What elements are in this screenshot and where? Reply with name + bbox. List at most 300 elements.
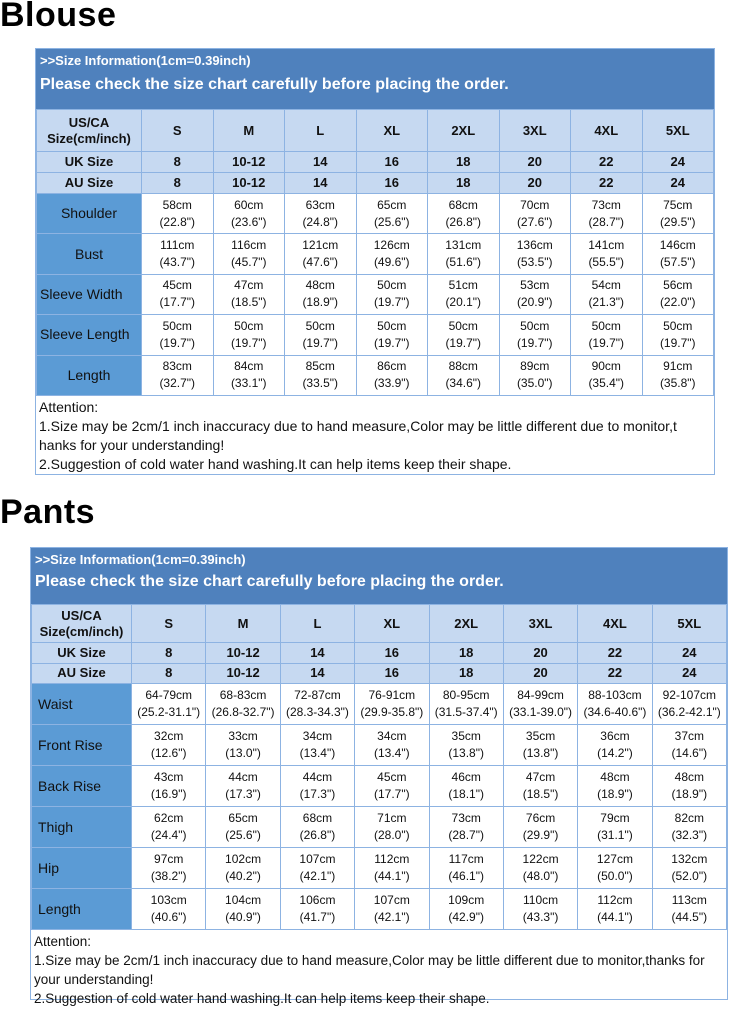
cm-value: 109cm bbox=[448, 893, 485, 907]
measurement-cell bbox=[578, 848, 652, 889]
inch-value: (50.0") bbox=[597, 869, 633, 883]
measurement-cell bbox=[571, 194, 643, 234]
inch-value: (17.7") bbox=[374, 787, 410, 801]
cm-value: 44cm bbox=[302, 770, 333, 784]
cm-value: 121cm bbox=[302, 238, 339, 253]
measurement-cell bbox=[429, 889, 503, 930]
inch-value: (12.6") bbox=[150, 746, 187, 760]
measurement-cell bbox=[355, 807, 429, 848]
inch-value: (20.9") bbox=[516, 295, 553, 310]
au-size-row bbox=[32, 663, 727, 684]
measurement-row bbox=[37, 274, 714, 314]
inch-value: (16.9") bbox=[150, 787, 187, 801]
cm-value: 72-87cm bbox=[294, 688, 341, 702]
measurement-cell bbox=[571, 355, 643, 395]
inch-value: (25.6") bbox=[225, 828, 261, 842]
cm-value: 50cm bbox=[162, 318, 192, 333]
measurement-cell bbox=[429, 848, 503, 889]
cm-value: 60cm bbox=[234, 197, 264, 212]
attention-line: your understanding! bbox=[34, 972, 154, 987]
size-cell: XL bbox=[356, 110, 428, 152]
attention-line: 2.Suggestion of cold water hand washing.It can help items keep their shape. bbox=[39, 455, 512, 472]
cm-value: 48cm bbox=[600, 770, 630, 784]
measurement-cell bbox=[213, 234, 285, 274]
size-cell: 4XL bbox=[578, 605, 652, 643]
measurement-cell bbox=[355, 889, 429, 930]
inch-value: (28.7") bbox=[448, 828, 484, 842]
measurement-cell bbox=[280, 766, 354, 807]
measurement-label: Back Rise bbox=[32, 766, 132, 807]
measurement-cell bbox=[132, 684, 206, 725]
cm-value: 46cm bbox=[451, 770, 481, 784]
inch-value: (14.2") bbox=[597, 746, 633, 760]
inch-value: (33.1") bbox=[230, 376, 267, 391]
size-header-row bbox=[32, 605, 727, 643]
cm-value: 116cm bbox=[231, 238, 267, 253]
cm-value: 50cm bbox=[377, 278, 407, 293]
measurement-cell bbox=[285, 274, 357, 314]
inch-value: (13.4") bbox=[299, 746, 336, 760]
measurement-cell bbox=[578, 889, 652, 930]
measurement-cell bbox=[206, 889, 280, 930]
cm-value: 73cm bbox=[591, 197, 621, 212]
inch-value: (14.6") bbox=[671, 746, 708, 760]
measurement-row bbox=[32, 889, 727, 930]
attention-line: hanks for your understanding! bbox=[39, 436, 225, 453]
size-cell: 14 bbox=[280, 643, 354, 664]
measurement-cell bbox=[285, 355, 357, 395]
size-cell: XL bbox=[355, 605, 429, 643]
measurement-label: Sleeve Length bbox=[37, 315, 142, 355]
inch-value: (35.8") bbox=[659, 376, 696, 391]
measurement-label: Hip bbox=[32, 848, 132, 889]
inch-value: (29.9") bbox=[522, 828, 559, 842]
measurement-row bbox=[37, 355, 714, 395]
inch-value: (43.7") bbox=[159, 255, 196, 270]
inch-value: (38.2") bbox=[150, 869, 187, 883]
uk-size-row bbox=[32, 643, 727, 664]
inch-value: (24.8") bbox=[302, 214, 339, 229]
row-label: AU Size bbox=[32, 663, 132, 684]
cm-value: 103cm bbox=[150, 893, 187, 907]
measurement-cell bbox=[132, 889, 206, 930]
size-cell: 20 bbox=[503, 663, 577, 684]
measurement-cell bbox=[206, 766, 280, 807]
cm-value: 56cm bbox=[663, 278, 693, 293]
measurement-cell bbox=[206, 807, 280, 848]
pants-title: Pants bbox=[0, 493, 96, 531]
inch-value: (27.6") bbox=[516, 214, 553, 229]
inch-value: (21.3") bbox=[588, 295, 625, 310]
measurement-cell bbox=[280, 684, 354, 725]
size-cell: 22 bbox=[571, 173, 643, 194]
blouse-title: Blouse bbox=[0, 0, 117, 34]
measurement-label: Front Rise bbox=[32, 725, 132, 766]
measurement-cell bbox=[356, 355, 428, 395]
inch-value: (46.1") bbox=[448, 869, 484, 883]
inch-value: (13.4") bbox=[374, 746, 410, 760]
measurement-cell bbox=[280, 848, 354, 889]
inch-value: (29.9-35.8") bbox=[360, 705, 424, 719]
cm-value: 36cm bbox=[600, 729, 630, 743]
size-cell: 14 bbox=[280, 663, 354, 684]
cm-value: 65cm bbox=[377, 197, 407, 212]
inch-value: (23.6") bbox=[230, 214, 267, 229]
cm-value: 102cm bbox=[225, 852, 262, 866]
measurement-cell bbox=[428, 355, 500, 395]
inch-value: (40.6") bbox=[150, 910, 187, 924]
measurement-cell bbox=[429, 725, 503, 766]
inch-value: (25.6") bbox=[373, 214, 410, 229]
size-cell: 24 bbox=[642, 152, 714, 173]
inch-value: (40.2") bbox=[225, 869, 261, 883]
measurement-cell bbox=[503, 725, 577, 766]
size-info-header bbox=[36, 49, 714, 109]
measurement-cell bbox=[642, 274, 714, 314]
row-label: AU Size bbox=[37, 173, 142, 194]
row-label: UK Size bbox=[32, 643, 132, 664]
size-cell: 20 bbox=[499, 173, 571, 194]
inch-value: (42.9") bbox=[448, 910, 484, 924]
inch-value: (19.7") bbox=[373, 295, 410, 310]
cm-value: 127cm bbox=[596, 852, 633, 866]
cm-value: 50cm bbox=[591, 318, 621, 333]
measurement-cell bbox=[429, 684, 503, 725]
inch-value: (18.5") bbox=[230, 295, 267, 310]
measurement-cell bbox=[355, 766, 429, 807]
cm-value: 64-79cm bbox=[145, 688, 193, 702]
measurement-row bbox=[32, 766, 727, 807]
measurement-label: Waist bbox=[32, 684, 132, 725]
cm-value: 84-99cm bbox=[517, 688, 564, 702]
inch-value: (13.0") bbox=[225, 746, 261, 760]
cm-value: 117cm bbox=[448, 852, 484, 866]
measurement-row bbox=[37, 194, 714, 234]
size-cell: 8 bbox=[132, 643, 206, 664]
size-cell: 24 bbox=[652, 643, 726, 664]
inch-value: (13.8") bbox=[448, 746, 484, 760]
inch-value: (44.5") bbox=[671, 910, 708, 924]
inch-value: (43.3") bbox=[522, 910, 559, 924]
inch-value: (36.2-42.1") bbox=[657, 705, 721, 719]
cm-value: 68cm bbox=[302, 811, 333, 825]
cm-value: 126cm bbox=[373, 238, 410, 253]
inch-value: (51.6") bbox=[445, 255, 482, 270]
measurement-cell bbox=[355, 684, 429, 725]
inch-value: (33.5") bbox=[302, 376, 339, 391]
inch-value: (47.6") bbox=[302, 255, 339, 270]
inch-value: (18.9") bbox=[597, 787, 633, 801]
cm-value: 86cm bbox=[377, 359, 407, 374]
measurement-cell bbox=[142, 194, 214, 234]
inch-value: (55.5") bbox=[588, 255, 625, 270]
cm-value: 45cm bbox=[377, 770, 407, 784]
cm-value: 37cm bbox=[674, 729, 704, 743]
measurement-cell bbox=[499, 274, 571, 314]
cm-value: 106cm bbox=[299, 893, 336, 907]
measurement-cell bbox=[429, 807, 503, 848]
cm-value: 141cm bbox=[588, 238, 625, 253]
row-label: US/CA Size(cm/inch) bbox=[32, 605, 132, 643]
measurement-cell bbox=[652, 684, 726, 725]
measurement-cell bbox=[652, 848, 726, 889]
cm-value: 32cm bbox=[154, 729, 184, 743]
inch-value: (28.0") bbox=[374, 828, 410, 842]
inch-value: (44.1") bbox=[597, 910, 633, 924]
measurement-row bbox=[32, 807, 727, 848]
cm-value: 85cm bbox=[305, 359, 335, 374]
measurement-label: Length bbox=[37, 355, 142, 395]
measurement-cell bbox=[280, 725, 354, 766]
size-cell: 8 bbox=[142, 173, 214, 194]
attention-notes bbox=[31, 930, 727, 1010]
measurement-label: Bust bbox=[37, 234, 142, 274]
cm-value: 107cm bbox=[299, 852, 336, 866]
inch-value: (41.7") bbox=[299, 910, 336, 924]
measurement-cell bbox=[356, 194, 428, 234]
measurement-cell bbox=[571, 315, 643, 355]
measurement-cell bbox=[652, 889, 726, 930]
size-notice-text: Please check the size chart carefully before placing the order. bbox=[40, 76, 509, 93]
pants-size-chart bbox=[30, 547, 728, 1006]
measurement-cell bbox=[206, 684, 280, 725]
cm-value: 50cm bbox=[663, 318, 693, 333]
inch-value: (49.6") bbox=[373, 255, 410, 270]
measurement-cell bbox=[142, 315, 214, 355]
inch-value: (19.7") bbox=[588, 335, 625, 350]
cm-value: 50cm bbox=[377, 318, 407, 333]
cm-value: 63cm bbox=[305, 197, 335, 212]
inch-value: (44.1") bbox=[374, 869, 410, 883]
blouse-size-chart bbox=[35, 48, 715, 475]
cm-value: 88-103cm bbox=[588, 688, 642, 702]
size-cell: 10-12 bbox=[206, 663, 280, 684]
cm-value: 113cm bbox=[671, 893, 707, 907]
au-size-row bbox=[37, 173, 714, 194]
inch-value: (32.3") bbox=[671, 828, 708, 842]
inch-value: (17.3") bbox=[299, 787, 336, 801]
cm-value: 80-95cm bbox=[442, 688, 490, 702]
cm-value: 48cm bbox=[674, 770, 704, 784]
inch-value: (13.8") bbox=[522, 746, 559, 760]
measurement-cell bbox=[578, 684, 652, 725]
cm-value: 131cm bbox=[445, 238, 482, 253]
measurement-cell bbox=[280, 807, 354, 848]
inch-value: (19.7") bbox=[659, 335, 696, 350]
size-cell: 2XL bbox=[428, 110, 500, 152]
measurement-cell bbox=[642, 234, 714, 274]
cm-value: 43cm bbox=[154, 770, 184, 784]
size-cell: 18 bbox=[429, 643, 503, 664]
attention-notes bbox=[36, 396, 714, 476]
inch-value: (19.7") bbox=[516, 335, 553, 350]
size-info-text: >>Size Information(1cm=0.39inch) bbox=[40, 53, 251, 68]
inch-value: (28.7") bbox=[588, 214, 625, 229]
measurement-cell bbox=[356, 274, 428, 314]
measurement-cell bbox=[428, 315, 500, 355]
inch-value: (17.7") bbox=[159, 295, 196, 310]
size-cell: 14 bbox=[285, 152, 357, 173]
measurement-cell bbox=[652, 766, 726, 807]
row-label: UK Size bbox=[37, 152, 142, 173]
cm-value: 58cm bbox=[162, 197, 192, 212]
inch-value: (35.4") bbox=[588, 376, 625, 391]
measurement-cell bbox=[578, 807, 652, 848]
cm-value: 76cm bbox=[525, 811, 556, 825]
inch-value: (20.1") bbox=[445, 295, 482, 310]
size-cell: 22 bbox=[578, 663, 652, 684]
cm-value: 110cm bbox=[522, 893, 559, 907]
size-cell: 24 bbox=[642, 173, 714, 194]
cm-value: 112cm bbox=[597, 893, 633, 907]
cm-value: 35cm bbox=[525, 729, 556, 743]
size-cell: 5XL bbox=[652, 605, 726, 643]
inch-value: (18.5") bbox=[522, 787, 559, 801]
measurement-cell bbox=[428, 234, 500, 274]
inch-value: (22.0") bbox=[659, 295, 696, 310]
measurement-cell bbox=[213, 355, 285, 395]
inch-value: (17.3") bbox=[225, 787, 261, 801]
measurement-cell bbox=[142, 274, 214, 314]
row-label: US/CA Size(cm/inch) bbox=[37, 110, 142, 152]
size-cell: 22 bbox=[571, 152, 643, 173]
measurement-cell bbox=[142, 234, 214, 274]
measurement-cell bbox=[213, 315, 285, 355]
measurement-row bbox=[37, 315, 714, 355]
cm-value: 112cm bbox=[374, 852, 410, 866]
size-cell: 18 bbox=[428, 173, 500, 194]
cm-value: 136cm bbox=[516, 238, 553, 253]
inch-value: (26.8") bbox=[299, 828, 336, 842]
inch-value: (35.0") bbox=[516, 376, 553, 391]
measurement-cell bbox=[132, 766, 206, 807]
measurement-cell bbox=[652, 725, 726, 766]
attention-line: Attention: bbox=[34, 934, 92, 949]
cm-value: 51cm bbox=[448, 278, 478, 293]
inch-value: (26.8-32.7") bbox=[211, 705, 275, 719]
size-cell: 8 bbox=[132, 663, 206, 684]
size-cell: 20 bbox=[503, 643, 577, 664]
measurement-cell bbox=[642, 194, 714, 234]
size-table bbox=[36, 109, 714, 396]
size-cell: 18 bbox=[428, 152, 500, 173]
inch-value: (18.9") bbox=[302, 295, 339, 310]
uk-size-row bbox=[37, 152, 714, 173]
measurement-cell bbox=[356, 234, 428, 274]
cm-value: 47cm bbox=[525, 770, 556, 784]
measurement-cell bbox=[578, 725, 652, 766]
cm-value: 75cm bbox=[663, 197, 693, 212]
cm-value: 91cm bbox=[663, 359, 693, 374]
cm-value: 34cm bbox=[302, 729, 333, 743]
size-cell: 14 bbox=[285, 173, 357, 194]
inch-value: (25.2-31.1") bbox=[137, 705, 201, 719]
cm-value: 88cm bbox=[448, 359, 478, 374]
cm-value: 90cm bbox=[591, 359, 621, 374]
cm-value: 107cm bbox=[373, 893, 410, 907]
cm-value: 62cm bbox=[154, 811, 184, 825]
measurement-label: Shoulder bbox=[37, 194, 142, 234]
cm-value: 68-83cm bbox=[219, 688, 267, 702]
measurement-cell bbox=[280, 889, 354, 930]
size-cell: 16 bbox=[355, 643, 429, 664]
attention-line: 2.Suggestion of cold water hand washing.It can help items keep their shape. bbox=[34, 991, 490, 1006]
measurement-label: Length bbox=[32, 889, 132, 930]
size-cell: 22 bbox=[578, 643, 652, 664]
cm-value: 68cm bbox=[448, 197, 478, 212]
inch-value: (42.1") bbox=[299, 869, 336, 883]
measurement-cell bbox=[132, 848, 206, 889]
attention-line: Attention: bbox=[39, 398, 99, 415]
cm-value: 53cm bbox=[520, 278, 550, 293]
size-cell: 3XL bbox=[499, 110, 571, 152]
inch-value: (32.7") bbox=[159, 376, 196, 391]
measurement-row bbox=[32, 725, 727, 766]
cm-value: 50cm bbox=[234, 318, 264, 333]
measurement-row bbox=[37, 234, 714, 274]
cm-value: 84cm bbox=[234, 359, 264, 374]
inch-value: (22.8") bbox=[159, 214, 196, 229]
inch-value: (26.8") bbox=[445, 214, 482, 229]
size-header-row bbox=[37, 110, 714, 152]
size-cell: 10-12 bbox=[213, 173, 285, 194]
cm-value: 65cm bbox=[228, 811, 258, 825]
cm-value: 83cm bbox=[162, 359, 192, 374]
inch-value: (57.5") bbox=[659, 255, 696, 270]
measurement-cell bbox=[503, 807, 577, 848]
measurement-cell bbox=[285, 234, 357, 274]
measurement-cell bbox=[285, 194, 357, 234]
inch-value: (19.7") bbox=[159, 335, 196, 350]
size-cell: 10-12 bbox=[206, 643, 280, 664]
measurement-cell bbox=[571, 234, 643, 274]
measurement-cell bbox=[571, 274, 643, 314]
measurement-cell bbox=[642, 315, 714, 355]
cm-value: 82cm bbox=[674, 811, 704, 825]
measurement-cell bbox=[355, 848, 429, 889]
attention-line: 1.Size may be 2cm/1 inch inaccuracy due to hand measure,Color may be little different due to monitor,t bbox=[39, 417, 677, 434]
size-cell: 4XL bbox=[571, 110, 643, 152]
measurement-cell bbox=[499, 234, 571, 274]
size-cell: 2XL bbox=[429, 605, 503, 643]
measurement-label: Thigh bbox=[32, 807, 132, 848]
measurement-cell bbox=[642, 355, 714, 395]
inch-value: (18.9") bbox=[671, 787, 708, 801]
cm-value: 97cm bbox=[154, 852, 184, 866]
size-cell: 16 bbox=[356, 152, 428, 173]
cm-value: 79cm bbox=[600, 811, 630, 825]
size-info-header bbox=[31, 548, 727, 604]
cm-value: 104cm bbox=[225, 893, 262, 907]
inch-value: (34.6-40.6") bbox=[583, 705, 647, 719]
measurement-cell bbox=[503, 766, 577, 807]
measurement-cell bbox=[652, 807, 726, 848]
size-cell: 24 bbox=[652, 663, 726, 684]
cm-value: 48cm bbox=[305, 278, 335, 293]
size-cell: 16 bbox=[355, 663, 429, 684]
size-cell: S bbox=[132, 605, 206, 643]
inch-value: (34.6") bbox=[445, 376, 482, 391]
cm-value: 146cm bbox=[659, 238, 696, 253]
size-cell: M bbox=[213, 110, 285, 152]
inch-value: (19.7") bbox=[230, 335, 267, 350]
size-cell: L bbox=[285, 110, 357, 152]
size-table bbox=[31, 604, 727, 930]
measurement-cell bbox=[142, 355, 214, 395]
measurement-row bbox=[32, 848, 727, 889]
cm-value: 54cm bbox=[591, 278, 621, 293]
attention-line: 1.Size may be 2cm/1 inch inaccuracy due to hand measure,Color may be little different due to monitor,thanks for bbox=[34, 953, 705, 968]
